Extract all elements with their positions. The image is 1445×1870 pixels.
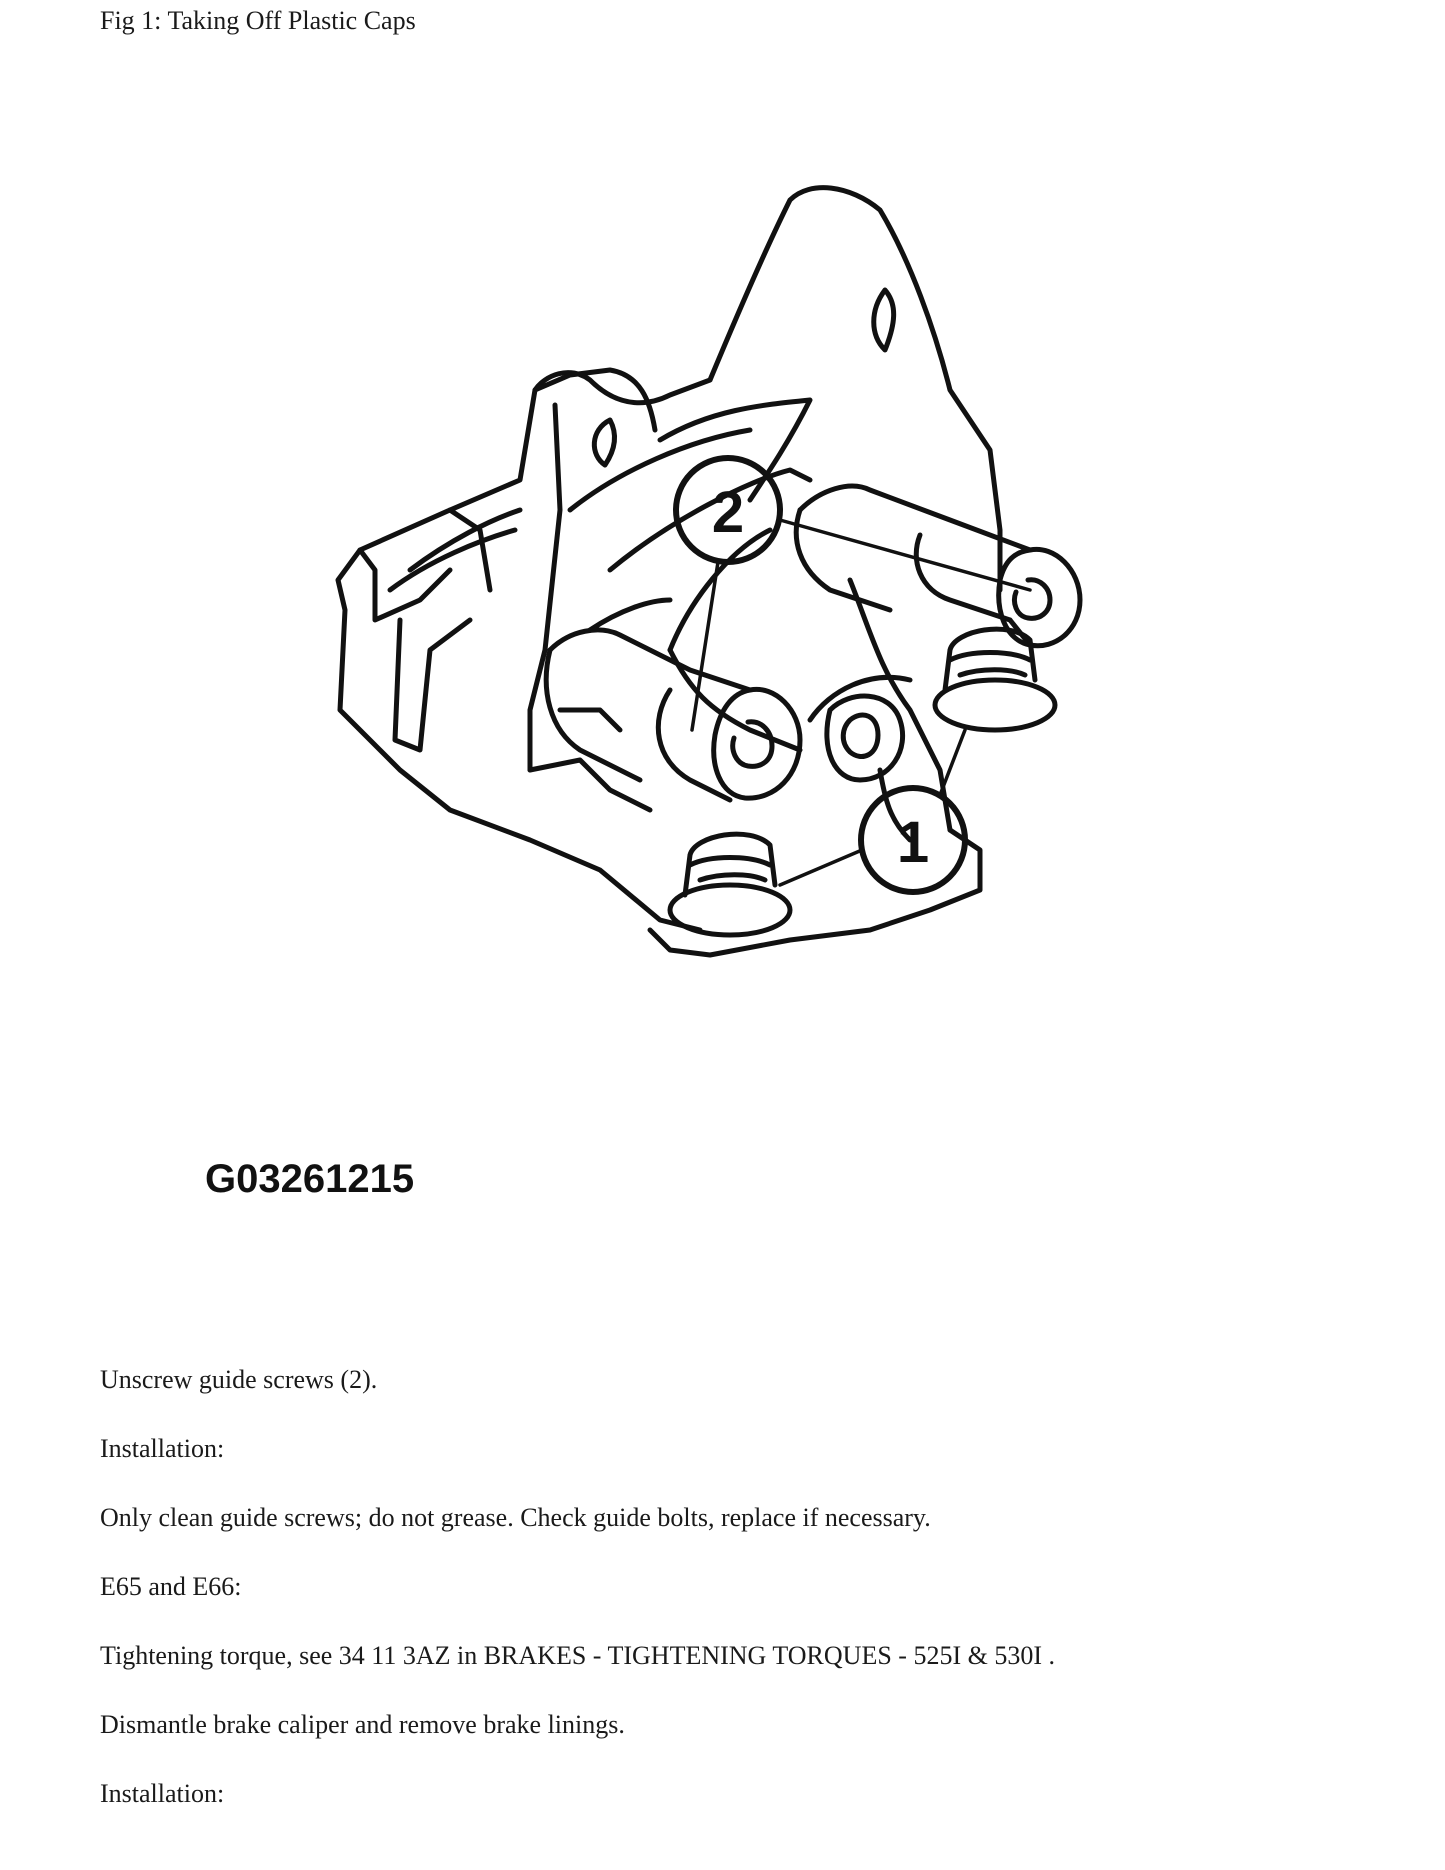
- callout-1-leader-right: [940, 730, 965, 795]
- piston-housing-bottom: [650, 830, 980, 955]
- left-ear-front-edge: [530, 405, 560, 770]
- callout-1-label: 1: [896, 810, 930, 875]
- central-web-detail: [590, 600, 670, 630]
- step-unscrew-guide-screws: Unscrew guide screws (2).: [100, 1365, 378, 1394]
- cap-right-flange: [935, 680, 1055, 730]
- installation-heading-2: Installation:: [100, 1779, 225, 1808]
- left-ear-top: [535, 370, 655, 430]
- brake-caliper-illustration: [150, 150, 1280, 1230]
- top-ear-hole: [874, 290, 894, 350]
- model-note-e65-e66: E65 and E66:: [100, 1572, 242, 1601]
- lower-pin-housing-bottom: [546, 650, 640, 780]
- upper-pin-housing-bottom: [796, 510, 890, 610]
- cap-left-rim: [690, 858, 770, 866]
- center-boss-inner: [843, 715, 878, 757]
- brake-caliper-drawing: [150, 150, 1280, 1230]
- note-clean-guide-screws: Only clean guide screws; do not grease. Check guide bolts, replace if necessary.: [100, 1503, 931, 1532]
- cap-right-rim-2: [960, 670, 1025, 675]
- callout-2-label: 2: [711, 480, 745, 545]
- procedure-text: [100, 1365, 1340, 1848]
- cap-right-rim: [950, 653, 1030, 661]
- step-dismantle-caliper: Dismantle brake caliper and remove brake linings.: [100, 1710, 625, 1739]
- tightening-torque-reference: Tightening torque, see 34 11 3AZ in BRAKES - TIGHTENING TORQUES - 525I & 530I .: [100, 1641, 1055, 1670]
- figure-caption: Fig 1: Taking Off Plastic Caps: [100, 6, 416, 35]
- cap-left-flange: [670, 885, 790, 935]
- installation-heading-1: Installation:: [100, 1434, 225, 1463]
- central-web-curve: [670, 530, 770, 650]
- lower-web-edge: [530, 760, 650, 810]
- caliper-top-ear-outline: [710, 188, 1000, 590]
- center-boss-outer: [827, 696, 903, 780]
- figure-image-id: G03261215: [205, 1157, 415, 1201]
- cap-left-rim-2: [700, 875, 765, 880]
- callout-1-leader-left: [780, 850, 862, 885]
- bracket-inner-left: [395, 620, 470, 750]
- lower-web-notch: [560, 710, 620, 730]
- upper-pin-sleeve: [916, 535, 1010, 620]
- left-ear-hole: [594, 420, 614, 465]
- lower-pin-housing-top: [550, 630, 750, 690]
